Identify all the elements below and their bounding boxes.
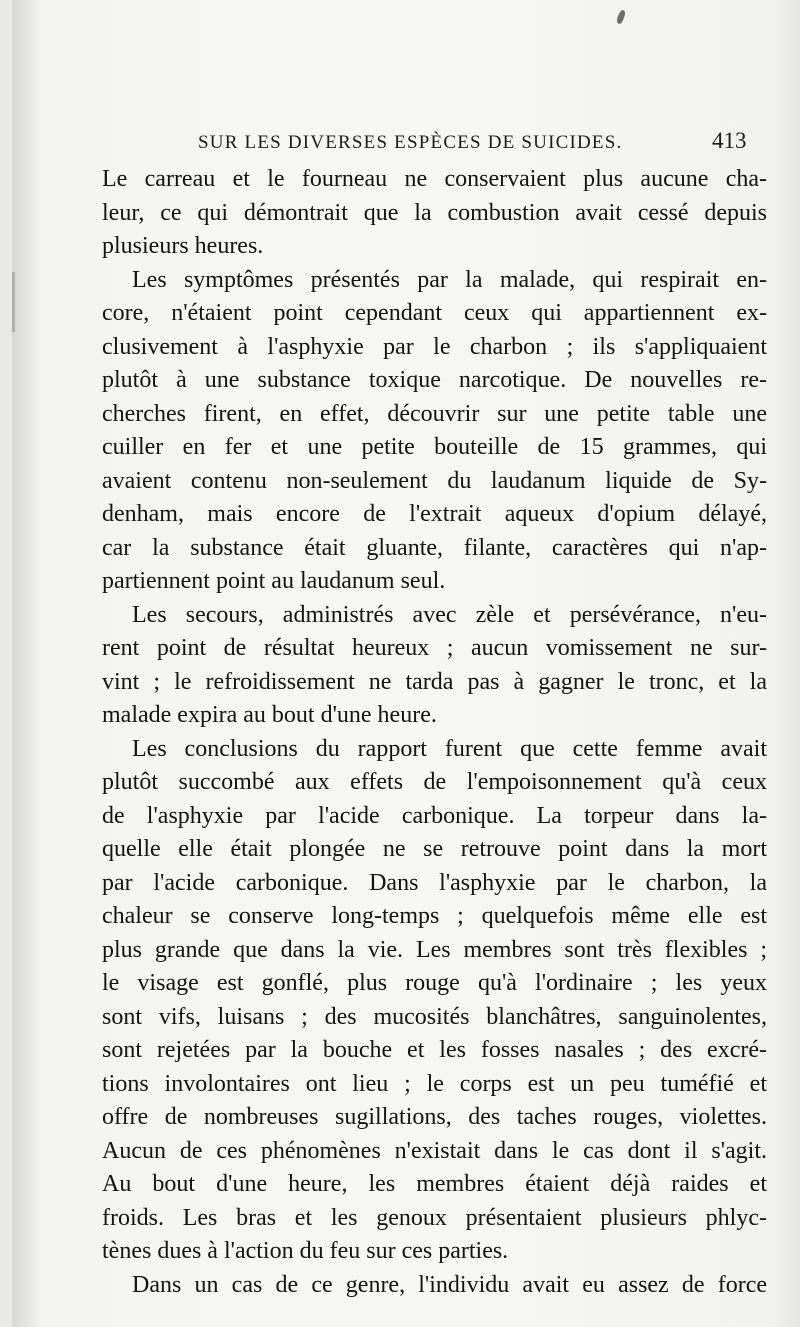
text-line: rent point de résultat heureux ; aucun vomissement ne sur- xyxy=(102,635,767,661)
text-line: cherches firent, en effet, découvrir sur une petite table une xyxy=(102,400,767,427)
page-header xyxy=(12,128,800,158)
text-line: core, n'étaient point cependant ceux qui appartiennent ex- xyxy=(102,300,767,326)
text-line: vint ; le refroidissement ne tarda pas à gagner le tronc, et la xyxy=(102,668,767,695)
text-line: Les symptômes présentés par la malade, qui respirait en- xyxy=(132,266,767,293)
text-line: par l'acide carbonique. Dans l'asphyxie par le charbon, la xyxy=(102,869,767,896)
text-line: clusivement à l'asphyxie par le charbon ; ils s'appliquaient xyxy=(102,333,767,360)
text-line: Le carreau et le fourneau ne conservaient plus aucune cha- xyxy=(102,166,767,192)
text-line: tions involontaires ont lieu ; le corps est un peu tuméfié et xyxy=(102,1070,767,1097)
text-line: le visage est gonflé, plus rouge qu'à l'ordinaire ; les yeux xyxy=(102,970,767,996)
text-line: sont rejetées par la bouche et les fosses nasales ; des excré- xyxy=(102,1037,767,1063)
text-line: avaient contenu non-seulement du laudanum liquide de Sy- xyxy=(102,467,767,494)
ink-speck xyxy=(616,9,626,24)
text-line: Les secours, administrés avec zèle et persévérance, n'eu- xyxy=(132,601,767,628)
text-line: offre de nombreuses sugillations, des taches rouges, violettes. xyxy=(102,1104,767,1130)
text-line: plus grande que dans la vie. Les membres sont très flexibles ; xyxy=(102,936,767,963)
text-line: sont vifs, luisans ; des mucosités blanchâtres, sanguinolentes, xyxy=(102,1003,767,1030)
binding-mark xyxy=(12,272,15,332)
text-line: froids. Les bras et les genoux présentaient plusieurs phlyc- xyxy=(102,1204,767,1231)
text-line: car la substance était gluante, filante, caractères qui n'ap- xyxy=(102,534,767,561)
text-line: cuiller en fer et une petite bouteille de 15 grammes, qui xyxy=(102,434,767,460)
text-line: tènes dues à l'action du feu sur ces parties. xyxy=(102,1238,509,1264)
body-text xyxy=(102,163,767,1302)
book-page xyxy=(12,0,800,1327)
text-line: partiennent point au laudanum seul. xyxy=(102,568,446,594)
page-number: 413 xyxy=(712,128,747,153)
text-line: de l'asphyxie par l'acide carbonique. La torpeur dans la- xyxy=(102,802,767,829)
text-line: Aucun de ces phénomènes n'existait dans le cas dont il s'agit. xyxy=(102,1137,767,1164)
text-line: Dans un cas de ce genre, l'individu avait eu assez de force xyxy=(132,1271,767,1298)
text-line: chaleur se conserve long-temps ; quelquefois même elle est xyxy=(102,903,767,929)
text-line: plusieurs heures. xyxy=(102,233,264,259)
text-line: quelle elle était plongée ne se retrouve point dans la mort xyxy=(102,836,767,862)
text-line: plutôt à une substance toxique narcotique. De nouvelles re- xyxy=(102,367,767,393)
text-line: Au bout d'une heure, les membres étaient déjà raides et xyxy=(102,1171,767,1197)
text-line: malade expira au bout d'une heure. xyxy=(102,702,437,728)
text-line: Les conclusions du rapport furent que cette femme avait xyxy=(132,735,767,762)
text-line: denham, mais encore de l'extrait aqueux d'opium délayé, xyxy=(102,501,767,527)
text-line: leur, ce qui démontrait que la combustion avait cessé depuis xyxy=(102,199,767,226)
running-head: SUR LES DIVERSES ESPÈCES DE SUICIDES. xyxy=(198,132,623,153)
text-line: plutôt succombé aux effets de l'empoisonnement qu'à ceux xyxy=(102,769,767,795)
